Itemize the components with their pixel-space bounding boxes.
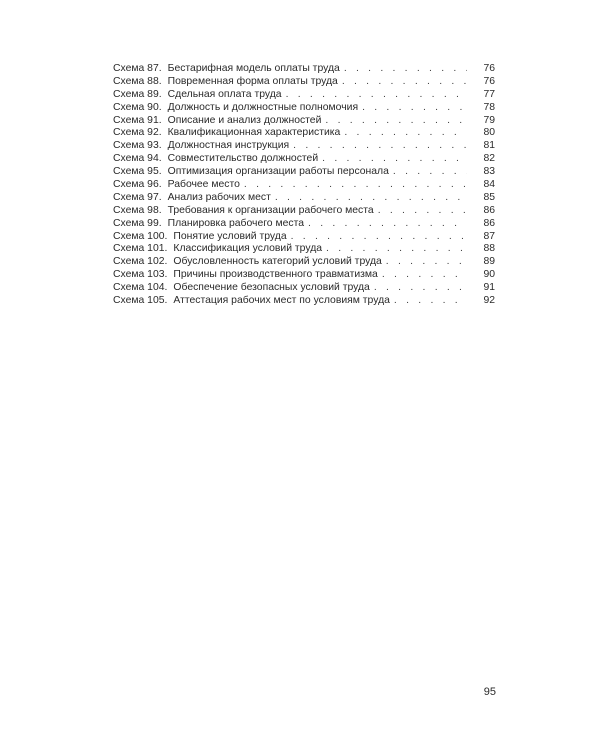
- dot-leader: [291, 231, 467, 244]
- dot-leader: [325, 115, 467, 128]
- toc-entry: [113, 192, 495, 205]
- toc-entry-number: Схема 103.: [113, 269, 168, 281]
- toc-entry-title: Должность и должностные полномочия: [167, 101, 359, 113]
- toc-entry-number: Схема 93.: [113, 140, 162, 152]
- toc-entry-title: Требования к организации рабочего места: [167, 204, 374, 216]
- toc-entry-title: Повременная форма оплаты труда: [167, 75, 338, 87]
- toc-entry-title: Рабочее место: [167, 179, 240, 191]
- dot-leader: [308, 218, 467, 231]
- toc-entry-page: 77: [483, 88, 495, 100]
- dot-leader: [378, 205, 467, 218]
- toc-entry: [113, 218, 495, 231]
- toc-entry-page: 79: [483, 114, 495, 126]
- toc-entry-page: 89: [483, 256, 495, 268]
- toc-entry-title: Обеспечение безопасных условий труда: [173, 282, 370, 294]
- toc-entry: [113, 179, 495, 192]
- toc-entry-title: Квалификационная характеристика: [167, 127, 341, 139]
- toc-entry-number: Схема 98.: [113, 204, 162, 216]
- toc-entry-title: Совместительство должностей: [167, 153, 319, 165]
- toc-entry-page: 80: [483, 127, 495, 139]
- toc-entry: [113, 102, 495, 115]
- toc-entry: [113, 140, 495, 153]
- toc-entry-number: Схема 87.: [113, 63, 162, 74]
- toc-entry-number: Схема 99.: [113, 217, 162, 229]
- dot-leader: [386, 256, 467, 269]
- toc-entry: [113, 89, 495, 102]
- toc-entry-number: Схема 94.: [113, 153, 162, 165]
- toc-entry-page: 81: [483, 140, 495, 152]
- dot-leader: [275, 192, 467, 205]
- toc-entry-number: Схема 102.: [113, 256, 168, 268]
- toc-entry-title: Бестарифная модель оплаты труда: [167, 63, 340, 74]
- dot-leader: [382, 269, 467, 282]
- toc-entry-number: Схема 90.: [113, 101, 162, 113]
- dot-leader: [342, 76, 467, 89]
- dot-leader: [344, 127, 467, 140]
- toc-entry-title: Сдельная оплата труда: [167, 88, 282, 100]
- toc-entry-title: Должностная инструкция: [167, 140, 290, 152]
- dot-leader: [244, 179, 467, 192]
- toc-entry-title: Оптимизация организации работы персонала: [167, 166, 389, 178]
- toc-entry: [113, 166, 495, 179]
- toc-entry-number: Схема 100.: [113, 230, 168, 242]
- toc-entry-page: 85: [483, 191, 495, 203]
- toc-entry-page: 86: [483, 204, 495, 216]
- toc-entry-number: Схема 96.: [113, 179, 162, 191]
- toc-entry: [113, 256, 495, 269]
- toc-entry-number: Схема 104.: [113, 282, 168, 294]
- toc-entry: [113, 127, 495, 140]
- toc-entry-page: 91: [483, 282, 495, 294]
- toc-entry-page: 86: [483, 217, 495, 229]
- toc-entry: [113, 63, 495, 76]
- toc-entry-title: Планировка рабочего места: [167, 217, 305, 229]
- toc-entry: [113, 243, 495, 256]
- toc-entry: [113, 76, 495, 89]
- toc-entry-page: 92: [483, 295, 495, 307]
- dot-leader: [286, 89, 467, 102]
- toc-entry-page: 88: [483, 243, 495, 255]
- dot-leader: [322, 153, 467, 166]
- toc-entry-number: Схема 88.: [113, 75, 162, 87]
- toc-entry-title: Классификация условий труда: [173, 243, 323, 255]
- toc-entry-page: 83: [483, 166, 495, 178]
- table-of-contents: [113, 63, 495, 308]
- toc-entry-page: 90: [483, 269, 495, 281]
- toc-entry-title: Причины производственного травматизма: [173, 269, 378, 281]
- toc-entry-title: Понятие условий труда: [173, 230, 287, 242]
- toc-entry: [113, 115, 495, 128]
- page-number: 95: [483, 686, 496, 698]
- dot-leader: [326, 243, 467, 256]
- dot-leader: [393, 166, 467, 179]
- toc-entry-page: 76: [483, 75, 495, 87]
- toc-entry-number: Схема 91.: [113, 114, 162, 126]
- toc-entry-number: Схема 97.: [113, 191, 162, 203]
- toc-entry-number: Схема 95.: [113, 166, 162, 178]
- toc-entry-title: Описание и анализ должностей: [167, 114, 322, 126]
- toc-entry: [113, 205, 495, 218]
- dot-leader: [394, 295, 467, 308]
- toc-entry: [113, 153, 495, 166]
- toc-entry: [113, 231, 495, 244]
- toc-entry-number: Схема 101.: [113, 243, 168, 255]
- dot-leader: [344, 63, 467, 76]
- toc-entry-number: Схема 105.: [113, 295, 168, 307]
- toc-entry-title: Анализ рабочих мест: [167, 191, 271, 203]
- toc-entry-page: 78: [483, 101, 495, 113]
- toc-entry-page: 84: [483, 179, 495, 191]
- toc-entry: [113, 269, 495, 282]
- toc-entry: [113, 282, 495, 295]
- toc-entry: [113, 295, 495, 308]
- toc-entry-title: Обусловленность категорий условий труда: [173, 256, 382, 268]
- toc-entry-page: 82: [483, 153, 495, 165]
- dot-leader: [362, 102, 467, 115]
- toc-entry-page: 87: [483, 230, 495, 242]
- toc-entry-number: Схема 92.: [113, 127, 162, 139]
- toc-entry-page: 76: [483, 63, 495, 74]
- toc-entry-number: Схема 89.: [113, 88, 162, 100]
- dot-leader: [374, 282, 467, 295]
- toc-entry-title: Аттестация рабочих мест по условиям труда: [173, 295, 390, 307]
- dot-leader: [293, 140, 467, 153]
